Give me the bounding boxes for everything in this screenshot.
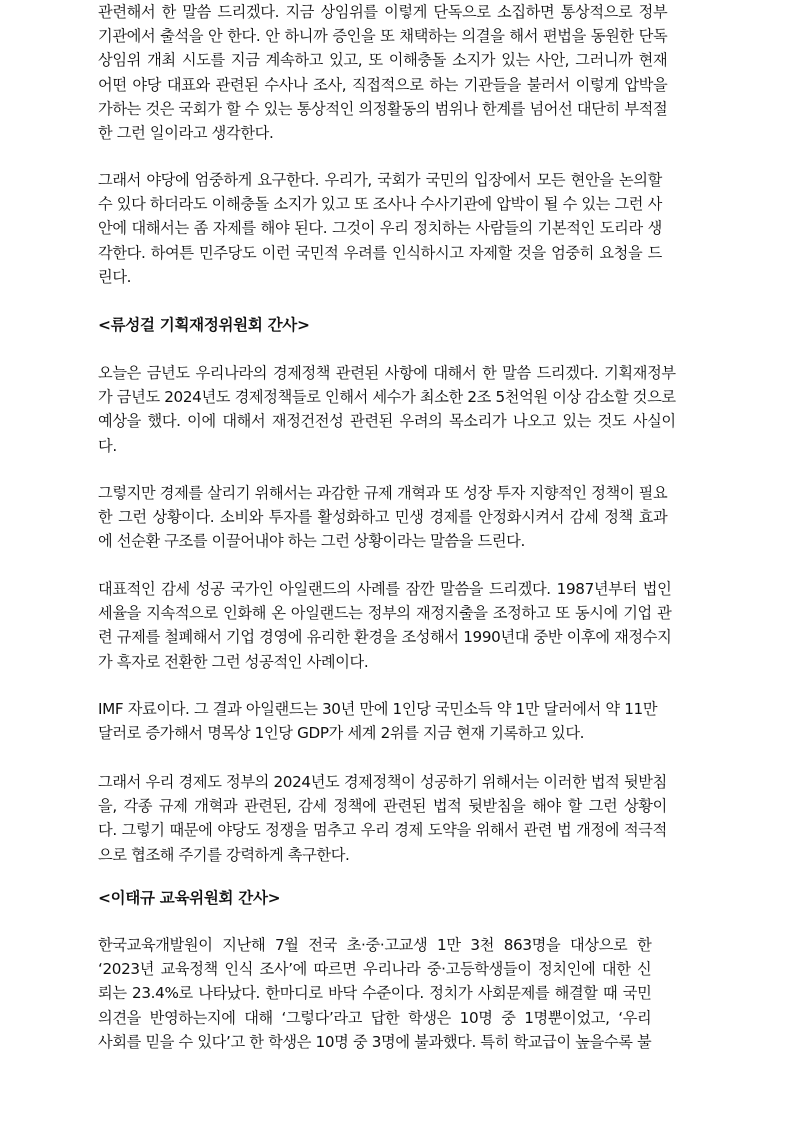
text-line: 뢰는 23.4%로 나타났다. 한마디로 바닥 수준이다. 정치가 사회문제를 해결할 때 국민 (98, 984, 652, 1003)
text-line: 대표적인 감세 성공 국가인 아일랜드의 사례를 잠깐 말씀을 드리겠다. 1987년부터 법인 (98, 580, 672, 598)
text-line: ‘2023년 교육정책 인식 조사’에 따르면 우리나라 중·고등학생들이 정치인에 대한 신 (98, 960, 652, 979)
text-line: 안에 대해서는 좀 자제를 해야 된다. 그것이 우리 정치하는 사람들의 기본적인 도리라 생 (98, 219, 662, 238)
paragraph-imf-data (98, 697, 657, 745)
text-line: 련 규제를 철폐해서 기업 경영에 유리한 환경을 조성해서 1990년대 중반 이후에 재정수지 (98, 628, 672, 647)
text-line: 그렇지만 경제를 살리기 위해서는 과감한 규제 개혁과 또 성장 투자 지향적인 정책이 필요 (98, 484, 668, 502)
text-line: 그래서 야당에 엄중하게 요구한다. 우리가, 국회가 국민의 입장에서 모든 현안을 논의할 (98, 171, 662, 189)
text-line: 어떤 야당 대표와 관련된 수사나 조사, 직접적으로 하는 기관들을 불러서 이렇게 압박을 (98, 75, 668, 94)
text-line: 사회를 믿을 수 있다’고 한 학생은 10명 중 3명에 불과했다. 특히 학교급이 높을수록 불 (98, 1032, 652, 1051)
text-line: 린다. (98, 267, 132, 286)
text-line: 기관에서 출석을 안 한다. 안 하니까 증인을 또 채택하는 의결을 해서 편법을 동원한 단독 (98, 27, 668, 46)
text-line: 상임위 개최 시도를 지금 계속하고 있고, 또 이해충돌 소지가 있는 사안, 그러니까 현재 (98, 51, 668, 70)
speaker-heading-lee: <이태규 교육위원회 간사> (98, 889, 281, 907)
text-line: 수 있다 하더라도 이해충돌 소지가 있고 또 조사나 수사기관에 압박이 될 수 있는 그런 사 (98, 195, 662, 214)
text-line: 에 선순환 구조를 이끌어내야 하는 그런 상황이라는 말씀을 드린다. (98, 532, 525, 551)
text-line: 예상을 했다. 이에 대해서 재정건전성 관련된 우려의 목소리가 나오고 있는 것도 사실이 (98, 412, 676, 431)
text-line: IMF 자료이다. 그 결과 아일랜드는 30년 만에 1인당 국민소득 약 1만 달러에서 약 11만 (98, 700, 658, 718)
text-line: 한국교육개발원이 지난해 7월 전국 초·중·고교생 1만 3천 863명을 대상으로 한 (98, 936, 652, 954)
text-line: 관련해서 한 말씀 드리겠다. 지금 상임위를 이렇게 단독으로 소집하면 통상적으로 정부 (98, 3, 668, 21)
paragraph-regulation-reform (98, 481, 667, 554)
text-line: 가 흑자로 전환한 그런 성공적인 사례이다. (98, 652, 369, 671)
text-line: 그래서 우리 경제도 정부의 2024년도 경제정책이 성공하기 위해서는 이러한 법적 뒷받침 (98, 773, 667, 791)
speaker-heading-ryu: <류성걸 기획재정위원회 간사> (98, 316, 310, 334)
text-line: 달러로 증가해서 명목상 1인당 GDP가 세계 2위를 지금 현재 기록하고 있다. (98, 724, 585, 743)
paragraph-economic-policy (98, 361, 676, 458)
text-line: 가하는 것은 국회가 할 수 있는 통상적인 의정활동의 범위나 한계를 넘어선 대단히 부적절 (98, 99, 668, 118)
text-line: 오늘은 금년도 우리나라의 경제정책 관련된 사항에 대해서 한 말씀 드리겠다. 기획재정부 (98, 364, 676, 382)
paragraph-ireland-example (98, 577, 671, 674)
text-line: 다. 그렇기 때문에 야당도 정쟁을 멈추고 우리 경제 도약을 위해서 관련 법 개정에 적극적 (98, 821, 667, 840)
text-line: 다. (98, 436, 117, 455)
text-line: 의견을 반영하는지에 대해 ‘그렇다’라고 답한 학생은 10명 중 1명뿐이었고, ‘우리 (98, 1008, 652, 1027)
text-line: 각한다. 하여튼 민주당도 이런 국민적 우려를 인식하시고 자제할 것을 엄중히 요청을 드 (98, 243, 662, 262)
paragraph-opposition-hearing (98, 0, 667, 145)
text-line: 가 금년도 2024년도 경제정책들로 인해서 세수가 최소한 2조 5천억원 이상 감소할 것으로 (98, 388, 676, 407)
text-line: 한 그런 상황이다. 소비와 투자를 활성화하고 민생 경제를 안정화시켜서 감세 정책 효과 (98, 508, 668, 527)
paragraph-demand-restraint (98, 168, 662, 289)
text-line: 을, 각종 규제 개혁과 관련된, 감세 정책에 관련된 법적 뒷받침을 해야 할 그런 상황이 (98, 797, 667, 816)
paragraph-urge-cooperation (98, 770, 667, 867)
text-line: 으로 협조해 주기를 강력하게 촉구한다. (98, 845, 350, 864)
paragraph-education-survey (98, 933, 651, 1054)
text-line: 한 그런 일이라고 생각한다. (98, 124, 274, 143)
text-line: 세율을 지속적으로 인화해 온 아일랜드는 정부의 재정지출을 조정하고 또 동시에 기업 관 (98, 604, 672, 623)
